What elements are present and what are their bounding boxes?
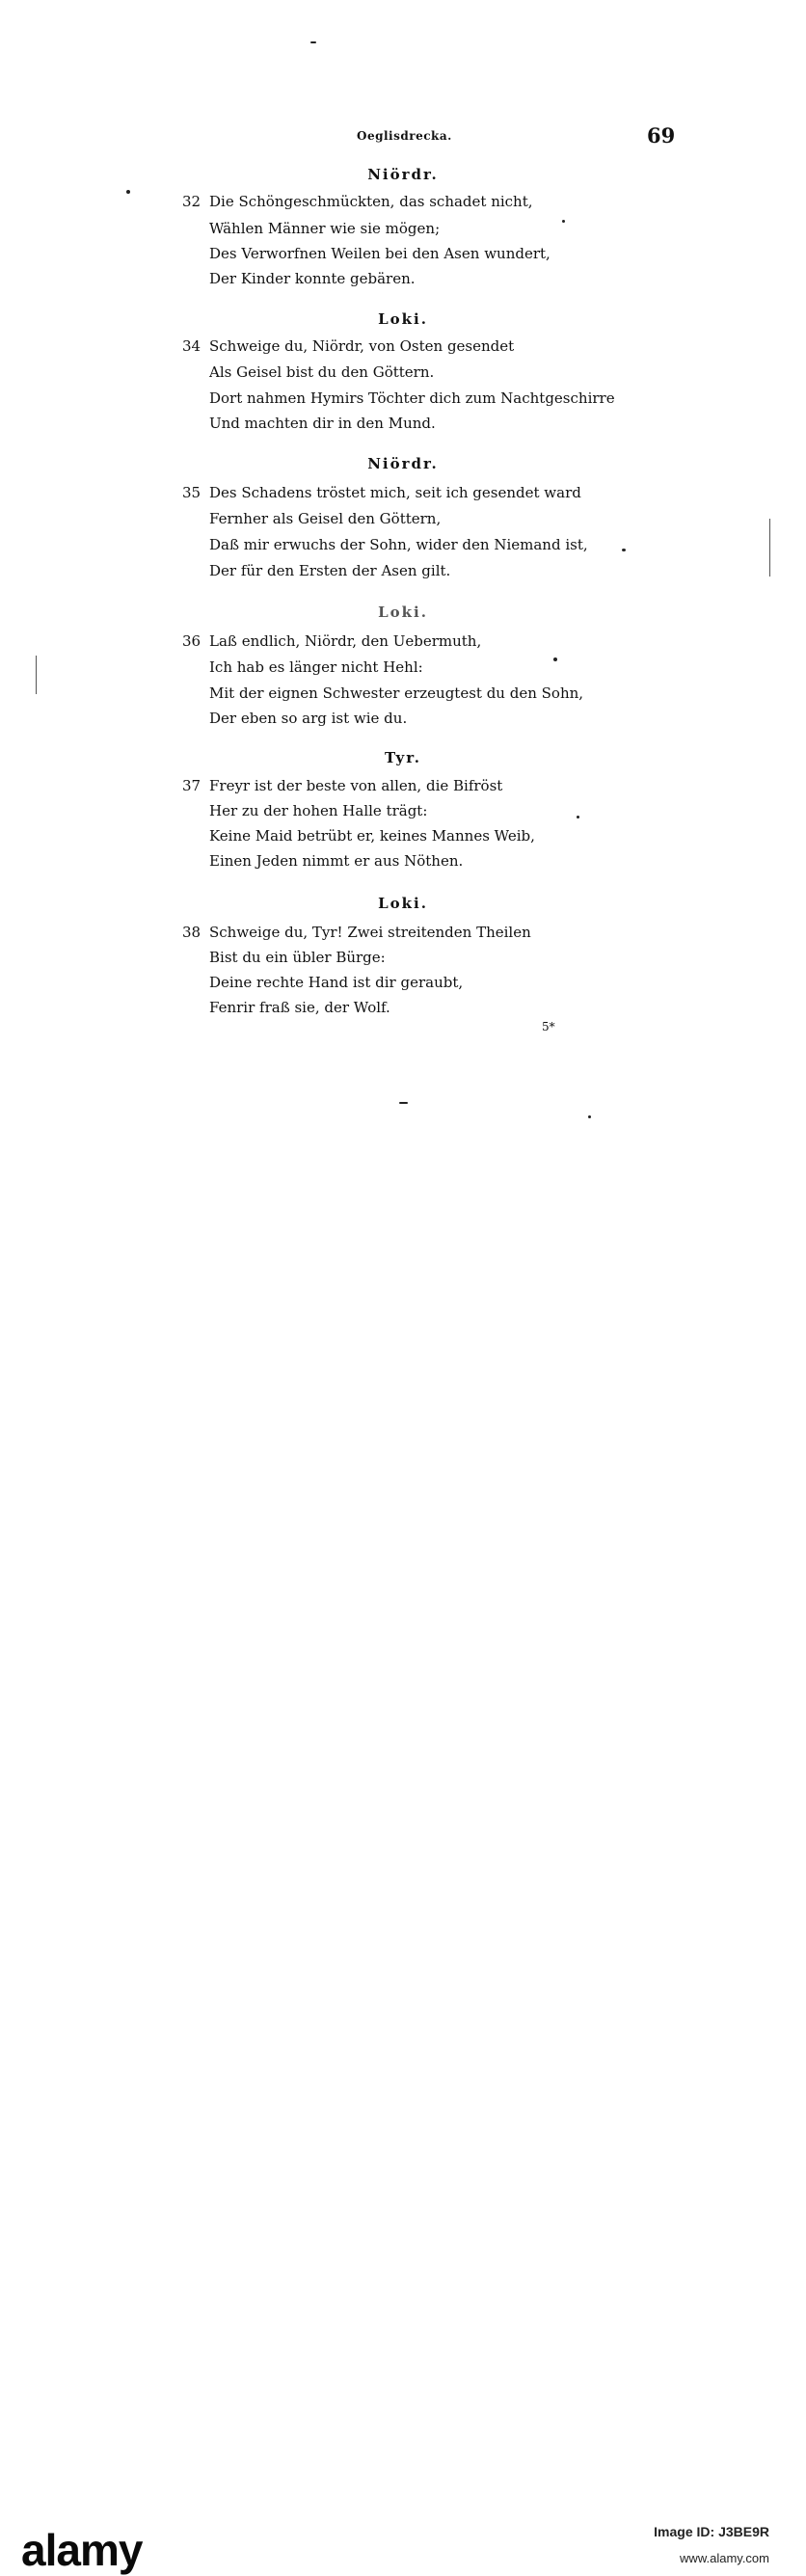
alamy-logo: alamy <box>21 2525 143 2575</box>
verse-line: Der Kinder konnte gebären. <box>209 270 416 287</box>
scan-speck <box>126 190 130 194</box>
verse-line: Ich hab es länger nicht Hehl: <box>209 658 423 676</box>
scan-speck <box>562 220 565 223</box>
stanza-number: 38 <box>182 924 202 941</box>
scan-margin-line <box>36 656 37 694</box>
verse-line: Mit der eignen Schwester erzeugtest du den Sohn, <box>209 684 584 702</box>
verse-line: Schweige du, Niördr, von Osten gesendet <box>209 337 515 355</box>
speaker-heading: Loki. <box>378 310 428 328</box>
verse-line: Der für den Ersten der Asen gilt. <box>209 562 451 579</box>
running-header: Oeglisdrecka. <box>357 129 452 143</box>
speaker-heading: Tyr. <box>385 749 421 766</box>
stanza-number: 36 <box>182 632 202 650</box>
image-id: Image ID: J3BE9R <box>654 2524 769 2539</box>
scan-margin-line <box>769 519 770 577</box>
verse-line: Und machten dir in den Mund. <box>209 415 436 432</box>
speaker-heading: Niördr. <box>367 455 439 472</box>
verse-line: Als Geisel bist du den Göttern. <box>209 363 435 381</box>
signature-mark: 5* <box>542 1020 555 1033</box>
scan-speck <box>588 1115 591 1118</box>
scan-speck <box>622 549 626 551</box>
scan-speck <box>399 1102 408 1104</box>
verse-line: Fernher als Geisel den Göttern, <box>209 510 442 527</box>
verse-line: Des Schadens tröstet mich, seit ich gesendet ward <box>209 484 581 501</box>
scan-speck <box>310 41 316 43</box>
verse-line: Der eben so arg ist wie du. <box>209 710 408 727</box>
verse-line: Die Schöngeschmückten, das schadet nicht, <box>209 193 533 210</box>
page-number: 69 <box>647 123 676 148</box>
verse-line: Dort nahmen Hymirs Töchter dich zum Nachtgeschirre <box>209 389 615 407</box>
watermark-band <box>0 1253 806 2575</box>
verse-line: Fenrir fraß sie, der Wolf. <box>209 999 390 1016</box>
verse-line: Schweige du, Tyr! Zwei streitenden Theilen <box>209 924 531 941</box>
stanza-number: 37 <box>182 777 202 794</box>
speaker-heading: Loki. <box>378 895 428 912</box>
verse-line: Bist du ein übler Bürge: <box>209 949 386 966</box>
scan-speck <box>577 816 579 818</box>
speaker-heading: Niördr. <box>367 166 439 183</box>
verse-line: Her zu der hohen Halle trägt: <box>209 802 428 819</box>
stanza-number: 35 <box>182 484 202 501</box>
verse-line: Freyr ist der beste von allen, die Bifröst <box>209 777 503 794</box>
verse-line: Keine Maid betrübt er, keines Mannes Weib, <box>209 827 535 845</box>
stanza-number: 34 <box>182 337 202 355</box>
verse-line: Laß endlich, Niördr, den Uebermuth, <box>209 632 482 650</box>
verse-line: Einen Jeden nimmt er aus Nöthen. <box>209 852 464 870</box>
scan-speck <box>553 657 557 661</box>
verse-line: Deine rechte Hand ist dir geraubt, <box>209 974 464 991</box>
book-page <box>0 0 806 1253</box>
verse-line: Des Verworfnen Weilen bei den Asen wundert, <box>209 245 551 262</box>
verse-line: Wählen Männer wie sie mögen; <box>209 220 441 237</box>
stanza-number: 32 <box>182 193 202 210</box>
verse-line: Daß mir erwuchs der Sohn, wider den Niemand ist, <box>209 536 588 553</box>
image-meta <box>654 2524 769 2565</box>
source-url: www.alamy.com <box>680 2551 769 2565</box>
speaker-heading: Loki. <box>378 604 428 621</box>
